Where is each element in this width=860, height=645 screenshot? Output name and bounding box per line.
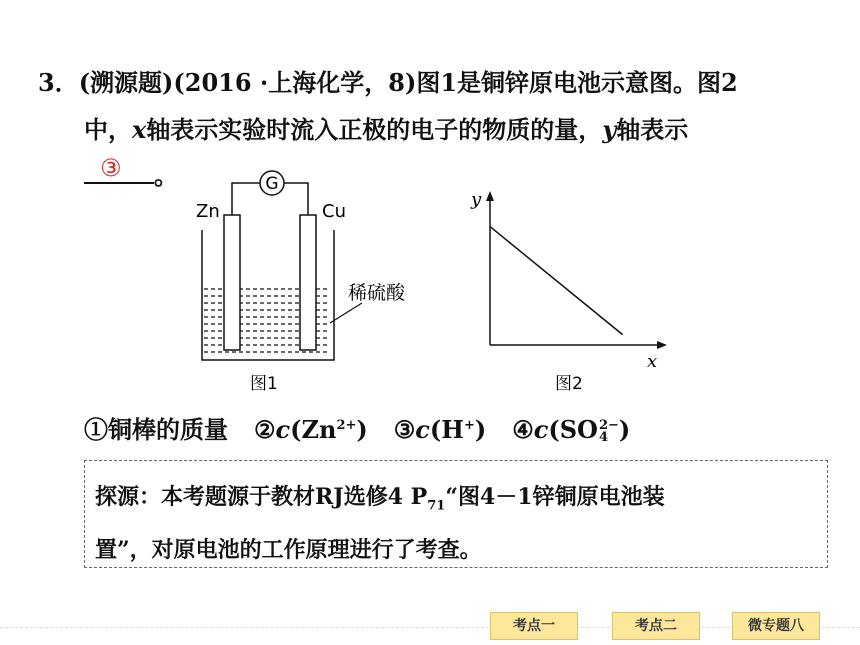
option-2-c: c <box>275 415 291 444</box>
figure1-caption: 图1 <box>250 374 278 394</box>
question-prefix: ．(溯源题)(2016 · <box>54 68 269 97</box>
source-box <box>84 460 828 568</box>
source-text: 本考题源于教材RJ选修4 P <box>161 484 428 510</box>
option-2-body: (Zn <box>290 415 337 444</box>
x-axis-arrow <box>657 341 667 349</box>
zn-electrode <box>224 215 240 350</box>
x-var: x <box>132 115 147 144</box>
nav-button-kaodian-1[interactable]: 考点一 <box>490 612 578 640</box>
nav-button-special-topic-8[interactable]: 微专题八 <box>732 612 820 640</box>
wire-left <box>232 183 260 215</box>
option-4-charge: 2− <box>598 417 619 433</box>
question-line-3 <box>84 154 178 192</box>
option-4-number: ④ <box>512 415 534 444</box>
option-4-end: ) <box>618 415 631 444</box>
option-4 <box>512 415 630 444</box>
source-page: 71 <box>427 498 446 514</box>
x-axis-label: x <box>647 351 658 372</box>
line-graph <box>455 185 675 395</box>
solution-pointer <box>330 303 362 323</box>
question-line-1 <box>38 67 738 99</box>
answer-text: ③ <box>100 154 122 182</box>
question-number: 3 <box>38 68 55 97</box>
option-3 <box>394 415 486 444</box>
question-text: 中， <box>84 115 132 144</box>
option-3-end: ) <box>474 415 487 444</box>
option-4-supsub <box>598 417 619 445</box>
cu-label: Cu <box>322 201 346 222</box>
figure2-caption: 图2 <box>555 374 583 394</box>
source-text: 置”，对原电池的工作原理进行了考查。 <box>95 537 482 564</box>
nav-button-kaodian-2[interactable]: 考点二 <box>612 612 700 640</box>
source-label: 探源： <box>95 484 162 510</box>
question-source: 上海化学，8)图1是铜锌原电池示意图。图2 <box>268 68 738 97</box>
option-4-body: (SO <box>548 415 598 444</box>
answer-options <box>84 410 656 446</box>
wire-right <box>284 183 308 215</box>
zn-label: Zn <box>196 201 220 222</box>
source-text: “图4－1锌铜原电池装 <box>445 484 665 510</box>
y-var: y <box>602 115 617 144</box>
cu-electrode <box>300 215 316 350</box>
option-2-charge: 2+ <box>336 418 357 433</box>
option-4-c: c <box>533 415 549 444</box>
option-3-body: (H <box>429 415 464 444</box>
answer-blank <box>84 154 154 184</box>
solution-label: 稀硫酸 <box>348 282 406 304</box>
y-axis-label: y <box>471 189 482 210</box>
y-axis-arrow <box>486 191 494 201</box>
galvanic-cell-diagram <box>190 165 430 400</box>
question-text: 轴表示实验时流入正极的电子的物质的量， <box>146 115 603 144</box>
data-line <box>490 227 623 335</box>
option-2-number: ② <box>254 415 276 444</box>
footer-divider <box>0 627 860 628</box>
option-2 <box>254 415 368 444</box>
question-text: 轴表示 <box>616 115 689 144</box>
galvanometer-label: G <box>265 174 279 194</box>
option-3-number: ③ <box>393 415 416 444</box>
question-line-2 <box>84 114 688 146</box>
option-4-subscript: 4 <box>598 429 608 445</box>
option-3-c: c <box>415 415 430 444</box>
option-1: ①铜棒的质量 <box>84 415 228 444</box>
question-text: 。 <box>154 161 178 190</box>
option-2-end: ) <box>356 415 368 444</box>
option-3-charge: + <box>463 418 475 433</box>
